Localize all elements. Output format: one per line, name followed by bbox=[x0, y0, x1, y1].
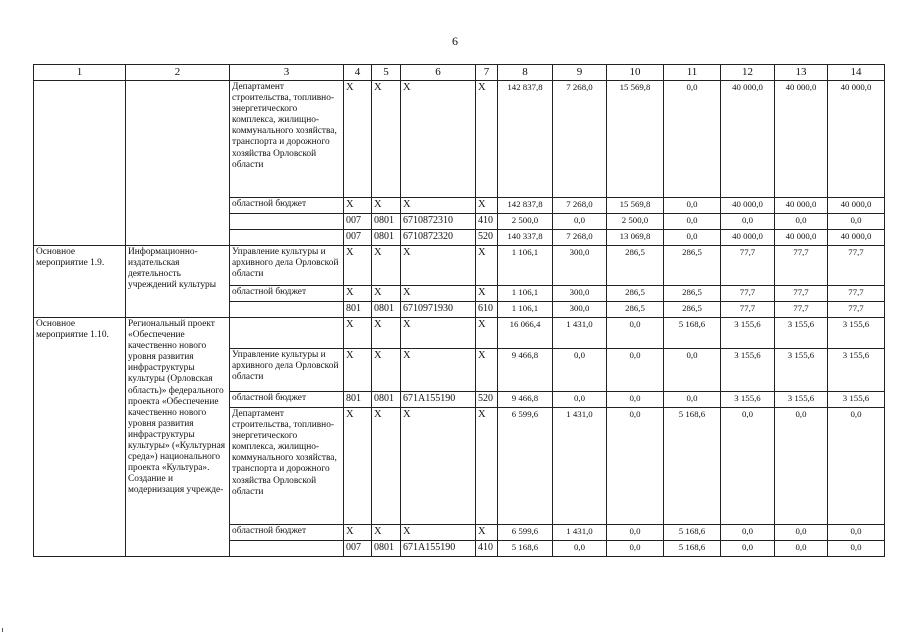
x-mark: X bbox=[344, 408, 372, 525]
x-mark: X bbox=[476, 525, 498, 541]
value-cell: 77,7 bbox=[775, 246, 828, 286]
value-cell: 300,0 bbox=[553, 302, 607, 318]
empty-cell bbox=[230, 230, 344, 246]
x-mark: X bbox=[401, 349, 476, 392]
value-cell: 5 168,6 bbox=[498, 541, 553, 557]
value-cell: 140 337,8 bbox=[498, 230, 553, 246]
value-cell: 0,0 bbox=[828, 541, 885, 557]
code-cell: 0801 bbox=[372, 541, 401, 557]
value-cell: 0,0 bbox=[664, 214, 721, 230]
empty-cell bbox=[230, 302, 344, 318]
code-cell: 520 bbox=[476, 392, 498, 408]
code-cell: 0801 bbox=[372, 230, 401, 246]
x-mark: X bbox=[401, 525, 476, 541]
empty-cell bbox=[230, 318, 344, 349]
x-mark: X bbox=[344, 525, 372, 541]
value-cell: 40 000,0 bbox=[721, 81, 775, 198]
value-cell: 286,5 bbox=[607, 302, 664, 318]
value-cell: 40 000,0 bbox=[721, 198, 775, 214]
x-mark: X bbox=[372, 198, 401, 214]
x-mark: X bbox=[372, 525, 401, 541]
value-cell: 0,0 bbox=[607, 318, 664, 349]
x-mark: X bbox=[401, 286, 476, 302]
x-mark: X bbox=[344, 286, 372, 302]
value-cell: 5 168,6 bbox=[664, 318, 721, 349]
code-cell: 410 bbox=[476, 541, 498, 557]
value-cell: 9 466,8 bbox=[498, 349, 553, 392]
value-cell: 2 500,0 bbox=[607, 214, 664, 230]
value-cell: 40 000,0 bbox=[828, 230, 885, 246]
value-cell: 3 155,6 bbox=[721, 392, 775, 408]
activity-label: Основное мероприятие 1.9. bbox=[34, 246, 126, 318]
value-cell: 77,7 bbox=[775, 302, 828, 318]
x-mark: X bbox=[476, 318, 498, 349]
value-cell: 40 000,0 bbox=[828, 198, 885, 214]
value-cell: 5 168,6 bbox=[664, 408, 721, 525]
column-header: 9 bbox=[553, 65, 607, 81]
value-cell: 0,0 bbox=[828, 214, 885, 230]
value-cell: 0,0 bbox=[553, 349, 607, 392]
value-cell: 40 000,0 bbox=[828, 81, 885, 198]
value-cell: 0,0 bbox=[828, 525, 885, 541]
row-name-cell bbox=[126, 81, 230, 246]
value-cell: 7 268,0 bbox=[553, 230, 607, 246]
value-cell: 0,0 bbox=[775, 541, 828, 557]
budget-table bbox=[33, 64, 885, 557]
value-cell: 0,0 bbox=[721, 525, 775, 541]
x-mark: X bbox=[401, 318, 476, 349]
value-cell: 7 268,0 bbox=[553, 198, 607, 214]
x-mark: X bbox=[372, 349, 401, 392]
code-cell: 6710872320 bbox=[401, 230, 476, 246]
value-cell: 300,0 bbox=[553, 246, 607, 286]
executor-cell: Управление культуры и архивного дела Орловской области bbox=[230, 349, 344, 392]
x-mark: X bbox=[344, 349, 372, 392]
x-mark: X bbox=[344, 318, 372, 349]
value-cell: 7 268,0 bbox=[553, 81, 607, 198]
value-cell: 2 500,0 bbox=[498, 214, 553, 230]
value-cell: 0,0 bbox=[664, 392, 721, 408]
code-cell: 007 bbox=[344, 230, 372, 246]
x-mark: X bbox=[372, 81, 401, 198]
x-mark: X bbox=[372, 286, 401, 302]
value-cell: 1 106,1 bbox=[498, 246, 553, 286]
column-header: 8 bbox=[498, 65, 553, 81]
value-cell: 40 000,0 bbox=[775, 198, 828, 214]
x-mark: X bbox=[476, 246, 498, 286]
code-cell: 6710872310 bbox=[401, 214, 476, 230]
value-cell: 15 569,8 bbox=[607, 198, 664, 214]
code-cell: 0801 bbox=[372, 392, 401, 408]
column-header: 11 bbox=[664, 65, 721, 81]
value-cell: 77,7 bbox=[721, 286, 775, 302]
value-cell: 3 155,6 bbox=[775, 318, 828, 349]
value-cell: 40 000,0 bbox=[721, 230, 775, 246]
column-header: 6 bbox=[401, 65, 476, 81]
value-cell: 142 837,8 bbox=[498, 198, 553, 214]
code-cell: 801 bbox=[344, 392, 372, 408]
x-mark: X bbox=[344, 81, 372, 198]
code-cell: 520 bbox=[476, 230, 498, 246]
value-cell: 286,5 bbox=[664, 302, 721, 318]
value-cell: 40 000,0 bbox=[775, 230, 828, 246]
value-cell: 286,5 bbox=[607, 286, 664, 302]
value-cell: 1 431,0 bbox=[553, 525, 607, 541]
value-cell: 77,7 bbox=[721, 246, 775, 286]
value-cell: 16 066,4 bbox=[498, 318, 553, 349]
column-header: 1 bbox=[34, 65, 126, 81]
executor-cell: Департамент строительства, топливно-энергетического комплекса, жилищно-коммунального хозяйства, транспорта и дорожного хозяйства Орловской области bbox=[230, 408, 344, 525]
budget-source-cell: областной бюджет bbox=[230, 198, 344, 214]
value-cell: 9 466,8 bbox=[498, 392, 553, 408]
value-cell: 3 155,6 bbox=[828, 349, 885, 392]
value-cell: 300,0 bbox=[553, 286, 607, 302]
code-cell: 410 bbox=[476, 214, 498, 230]
value-cell: 286,5 bbox=[607, 246, 664, 286]
executor-cell: Управление культуры и архивного дела Орловской области bbox=[230, 246, 344, 286]
executor-cell: Департамент строительства, топливно-энергетического комплекса, жилищно-коммунального хозяйства, транспорта и дорожного хозяйства Орловской области bbox=[230, 81, 344, 198]
empty-cell bbox=[230, 541, 344, 557]
value-cell: 0,0 bbox=[607, 525, 664, 541]
column-header: 5 bbox=[372, 65, 401, 81]
value-cell: 77,7 bbox=[828, 302, 885, 318]
value-cell: 3 155,6 bbox=[775, 392, 828, 408]
value-cell: 0,0 bbox=[721, 541, 775, 557]
scan-artifact bbox=[2, 628, 3, 632]
value-cell: 286,5 bbox=[664, 246, 721, 286]
value-cell: 0,0 bbox=[775, 408, 828, 525]
table-row bbox=[34, 246, 885, 286]
value-cell: 0,0 bbox=[553, 214, 607, 230]
value-cell: 0,0 bbox=[775, 525, 828, 541]
page-number: 6 bbox=[452, 34, 458, 48]
x-mark: X bbox=[476, 81, 498, 198]
value-cell: 0,0 bbox=[607, 541, 664, 557]
x-mark: X bbox=[401, 246, 476, 286]
column-header: 12 bbox=[721, 65, 775, 81]
value-cell: 0,0 bbox=[828, 408, 885, 525]
x-mark: X bbox=[372, 318, 401, 349]
code-cell: 801 bbox=[344, 302, 372, 318]
code-cell: 6710971930 bbox=[401, 302, 476, 318]
value-cell: 3 155,6 bbox=[721, 349, 775, 392]
code-cell: 0801 bbox=[372, 302, 401, 318]
value-cell: 0,0 bbox=[721, 214, 775, 230]
value-cell: 1 106,1 bbox=[498, 302, 553, 318]
code-cell: 0801 bbox=[372, 214, 401, 230]
value-cell: 0,0 bbox=[553, 392, 607, 408]
column-header: 4 bbox=[344, 65, 372, 81]
value-cell: 3 155,6 bbox=[775, 349, 828, 392]
header-row bbox=[34, 65, 885, 81]
value-cell: 6 599,6 bbox=[498, 408, 553, 525]
value-cell: 5 168,6 bbox=[664, 525, 721, 541]
value-cell: 0,0 bbox=[775, 214, 828, 230]
value-cell: 40 000,0 bbox=[775, 81, 828, 198]
value-cell: 0,0 bbox=[607, 392, 664, 408]
budget-source-cell: областной бюджет bbox=[230, 392, 344, 408]
x-mark: X bbox=[372, 408, 401, 525]
value-cell: 142 837,8 bbox=[498, 81, 553, 198]
x-mark: X bbox=[401, 408, 476, 525]
budget-source-cell: областной бюджет bbox=[230, 286, 344, 302]
x-mark: X bbox=[476, 286, 498, 302]
column-header: 2 bbox=[126, 65, 230, 81]
value-cell: 0,0 bbox=[664, 230, 721, 246]
value-cell: 0,0 bbox=[607, 408, 664, 525]
value-cell: 0,0 bbox=[664, 349, 721, 392]
table-row bbox=[34, 318, 885, 349]
activity-name: Информационно-издательская деятельность учреждений культуры bbox=[126, 246, 230, 318]
column-header: 7 bbox=[476, 65, 498, 81]
value-cell: 77,7 bbox=[775, 286, 828, 302]
value-cell: 77,7 bbox=[828, 286, 885, 302]
value-cell: 5 168,6 bbox=[664, 541, 721, 557]
activity-label: Основное мероприятие 1.10. bbox=[34, 318, 126, 557]
value-cell: 1 431,0 bbox=[553, 408, 607, 525]
value-cell: 0,0 bbox=[553, 541, 607, 557]
value-cell: 1 106,1 bbox=[498, 286, 553, 302]
activity-name: Региональный проект «Обеспечение качественно нового уровня развития инфраструктуры культуры (Орловская область)» федерального проекта «Обеспечение качественно нового уровня развития инфраструктуры культуры» («Культурная среда») национального проекта «Культура». Создание и модернизация учрежде- bbox=[126, 318, 230, 557]
code-cell: 007 bbox=[344, 541, 372, 557]
value-cell: 77,7 bbox=[721, 302, 775, 318]
value-cell: 286,5 bbox=[664, 286, 721, 302]
value-cell: 3 155,6 bbox=[828, 392, 885, 408]
column-header: 13 bbox=[775, 65, 828, 81]
code-cell: 007 bbox=[344, 214, 372, 230]
value-cell: 6 599,6 bbox=[498, 525, 553, 541]
value-cell: 15 569,8 bbox=[607, 81, 664, 198]
code-cell: 671A155190 bbox=[401, 392, 476, 408]
x-mark: X bbox=[344, 198, 372, 214]
value-cell: 77,7 bbox=[828, 246, 885, 286]
row-label-cell bbox=[34, 81, 126, 246]
x-mark: X bbox=[401, 198, 476, 214]
table-row bbox=[34, 81, 885, 198]
column-header: 10 bbox=[607, 65, 664, 81]
value-cell: 0,0 bbox=[607, 349, 664, 392]
x-mark: X bbox=[476, 408, 498, 525]
value-cell: 0,0 bbox=[721, 408, 775, 525]
x-mark: X bbox=[476, 198, 498, 214]
value-cell: 0,0 bbox=[664, 81, 721, 198]
value-cell: 0,0 bbox=[664, 198, 721, 214]
code-cell: 671A155190 bbox=[401, 541, 476, 557]
x-mark: X bbox=[372, 246, 401, 286]
value-cell: 13 069,8 bbox=[607, 230, 664, 246]
column-header: 3 bbox=[230, 65, 344, 81]
value-cell: 1 431,0 bbox=[553, 318, 607, 349]
value-cell: 3 155,6 bbox=[828, 318, 885, 349]
value-cell: 3 155,6 bbox=[721, 318, 775, 349]
x-mark: X bbox=[344, 246, 372, 286]
empty-cell bbox=[230, 214, 344, 230]
budget-source-cell: областной бюджет bbox=[230, 525, 344, 541]
x-mark: X bbox=[401, 81, 476, 198]
column-header: 14 bbox=[828, 65, 885, 81]
x-mark: X bbox=[476, 349, 498, 392]
code-cell: 610 bbox=[476, 302, 498, 318]
